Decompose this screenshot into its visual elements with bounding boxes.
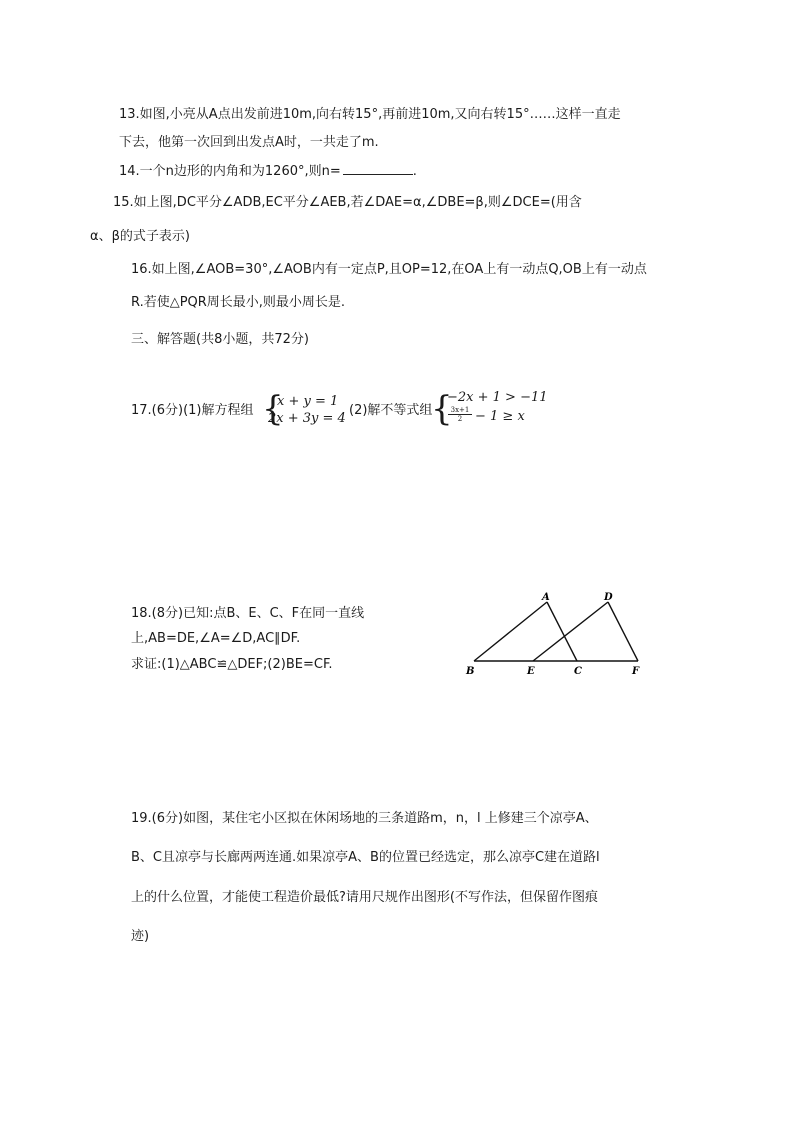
equation-1: x + y = 1 [277, 394, 339, 409]
question-14-end: . [412, 164, 417, 179]
system-brace-1: { [262, 389, 284, 429]
system-brace-2: { [431, 389, 453, 429]
equation-2: 2x + 3y = 4 [268, 411, 346, 426]
triangles-figure [460, 588, 650, 680]
fraction-numerator: 3x+1 [448, 406, 472, 415]
label-f: F [632, 666, 640, 677]
question-15-line-1: 15.如上图,DC平分∠ADB,EC平分∠AEB,若∠DAE=α,∠DBE=β,则∠DCE=(用含 [113, 195, 582, 210]
label-c: C [574, 666, 582, 677]
label-b: B [466, 666, 475, 677]
question-18-line-1: 18.(8分)已知:点B、E、C、F在同一直线 [131, 606, 365, 621]
question-17-prefix: 17.(6分)(1)解方程组 [131, 403, 254, 418]
question-18-line-3: 求证:(1)△ABC≌△DEF;(2)BE=CF. [131, 657, 333, 672]
question-17-mid: (2)解不等式组 [349, 403, 433, 418]
question-14-text: 14.一个n边形的内角和为1260°,则n= [119, 164, 341, 179]
question-19-line-2: B、C且凉亭与长廊两两连通.如果凉亭A、B的位置已经选定，那么凉亭C建在道路l [131, 850, 600, 865]
inequality-1: −2x + 1 > −11 [447, 390, 548, 405]
question-13-line-2: 下去，他第一次回到出发点A时，一共走了m. [119, 135, 379, 150]
inequality-fraction [448, 406, 472, 423]
question-19-line-4: 迹) [131, 929, 150, 944]
question-15-line-2: α、β的式子表示) [90, 229, 190, 244]
question-16-line-2: R.若使△PQR周长最小,则最小周长是. [131, 295, 346, 310]
answer-blank [343, 162, 413, 175]
question-14 [119, 162, 417, 180]
inequality-2: − 1 ≥ x [475, 409, 525, 424]
question-16-line-1: 16.如上图,∠AOB=30°,∠AOB内有一定点P,且OP=12,在OA上有一动点Q,OB上有一动点 [131, 262, 647, 277]
label-d: D [604, 592, 613, 603]
segment-df [608, 602, 638, 661]
fraction-denominator: 2 [457, 415, 463, 423]
section-3-heading: 三、解答题(共8小题，共72分) [131, 332, 309, 347]
label-a: A [542, 592, 550, 603]
label-e: E [527, 666, 535, 677]
question-13-line-1: 13.如图,小亮从A点出发前进10m,向右转15°,再前进10m,又向右转15°……这样一直走 [119, 107, 621, 122]
question-18-line-2: 上,AB=DE,∠A=∠D,AC∥DF. [131, 631, 301, 646]
question-19-line-1: 19.(6分)如图，某住宅小区拟在休闲场地的三条道路m，n，l 上修建三个凉亭A、 [131, 811, 598, 826]
question-19-line-3: 上的什么位置，才能使工程造价最低?请用尺规作出图形(不写作法，但保留作图痕 [131, 890, 598, 905]
segment-ed [533, 602, 608, 661]
segment-ba [474, 602, 547, 661]
segment-ac [547, 602, 577, 661]
